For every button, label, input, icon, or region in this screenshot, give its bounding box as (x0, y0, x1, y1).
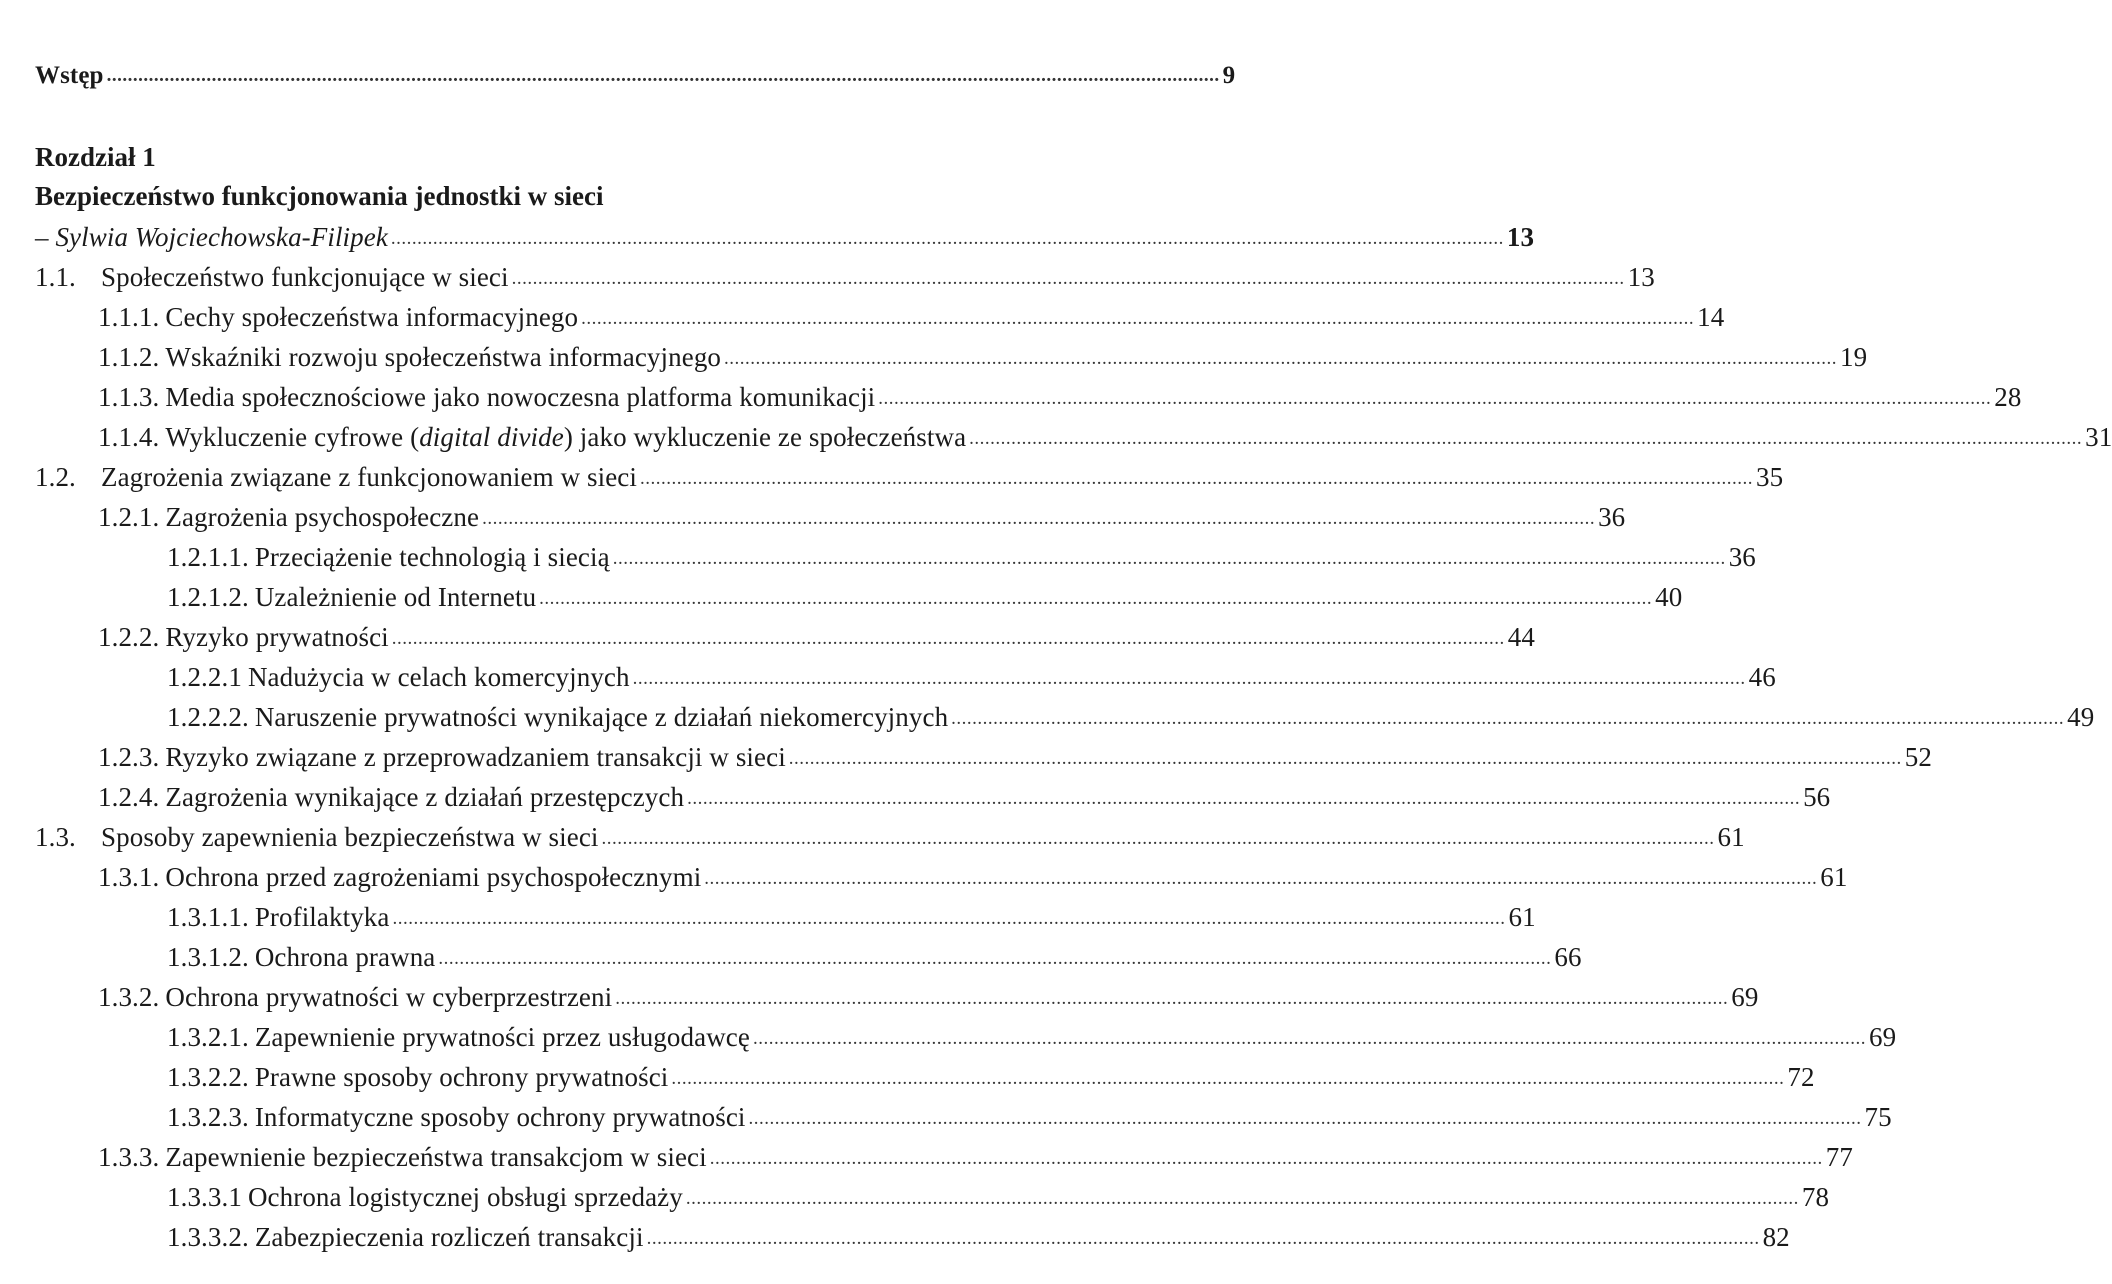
toc-page-number: 36 (1598, 502, 1626, 532)
toc-entry-title: Naruszenie prywatności wynikające z działań niekomercyjnych (254, 702, 949, 732)
toc-entry-title: Media społecznościowe jako nowoczesna platforma komunikacji (165, 382, 876, 412)
toc-entry-number: 1.2.1. (98, 502, 160, 532)
dot-leader: .................................................................................................................................................................................................................... (615, 988, 1729, 1009)
toc-entry-level2[interactable] (98, 862, 1848, 893)
toc-page-number: 9 (1222, 62, 1236, 89)
dot-leader: .................................................................................................................................................................................................................... (612, 548, 1726, 569)
dot-leader: .................................................................................................................................................................................................................... (391, 628, 1505, 649)
toc-entry-title: Informatyczne sposoby ochrony prywatności (254, 1102, 746, 1132)
toc-entry-level3[interactable] (167, 582, 1683, 613)
dot-leader: .................................................................................................................................................................................................................... (438, 948, 1552, 969)
toc-entry-title: Wskaźniki rozwoju społeczeństwa informacyjnego (165, 342, 722, 372)
toc-entry-level1[interactable] (35, 262, 1655, 293)
toc-entry-number: 1.2. (35, 462, 76, 492)
toc-entry-number: 1.2.2. (98, 622, 160, 652)
dot-leader: .................................................................................................................................................................................................................... (390, 228, 1504, 249)
toc-page-number: 13 (1627, 262, 1655, 292)
toc-entry-title: Zapewnienie bezpieczeństwa transakcjom w sieci (165, 1142, 707, 1172)
toc-entry-title: Zagrożenia psychospołeczne (165, 502, 480, 532)
dot-leader: .................................................................................................................................................................................................................... (878, 388, 1992, 409)
toc-page-number: 19 (1840, 342, 1868, 372)
toc-page-number: 46 (1748, 662, 1776, 692)
toc-entry-title: Zapewnienie prywatności przez usługodawcę (254, 1022, 750, 1052)
toc-entry-title: Ryzyko prywatności (165, 622, 389, 652)
toc-entry-level3[interactable] (167, 1222, 1790, 1253)
toc-page-number: 31 (2085, 422, 2112, 452)
toc-entry-level3[interactable] (167, 1022, 1897, 1053)
toc-entry-level2[interactable] (98, 422, 2112, 453)
toc-entry-number: 1.2.1.2. (167, 582, 249, 612)
toc-page-number: 61 (1717, 822, 1745, 852)
toc-entry-title: Profilaktyka (254, 902, 390, 932)
dot-leader: .................................................................................................................................................................................................................... (539, 588, 1653, 609)
toc-entry-title: Społeczeństwo funkcjonujące w sieci (101, 262, 509, 292)
toc-entry-level3[interactable] (167, 942, 1582, 973)
toc-entry-title: Ochrona prawna (254, 942, 436, 972)
toc-entry-title: Prawne sposoby ochrony prywatności (254, 1062, 669, 1092)
toc-page-number: 56 (1803, 782, 1831, 812)
dot-leader: .................................................................................................................................................................................................................... (640, 468, 1753, 489)
toc-entry-level2[interactable] (98, 342, 1868, 373)
toc-entry-title: Ochrona przed zagrożeniami psychospołecznymi (165, 862, 702, 892)
dot-leader: .................................................................................................................................................................................................................... (581, 308, 1695, 329)
toc-entry-level3[interactable] (167, 702, 2095, 733)
toc-entry-number: 1.3.3. (98, 1142, 160, 1172)
toc-page-number: 13 (1506, 222, 1535, 252)
toc-entry-level1[interactable] (35, 822, 1745, 853)
toc-entry-number: 1.3.1.2. (167, 942, 249, 972)
toc-entry-number: 1.3.3.1 (167, 1182, 242, 1212)
toc-page-number: 49 (2067, 702, 2095, 732)
dot-leader: .................................................................................................................................................................................................................... (748, 1108, 1862, 1129)
dot-leader: .................................................................................................................................................................................................................... (646, 1228, 1760, 1249)
toc-page-number: 78 (1801, 1182, 1830, 1212)
toc-entry-title: Sposoby zapewnienia bezpieczeństwa w sieci (101, 822, 599, 852)
toc-entry-number: 1.1.2. (98, 342, 160, 372)
toc-entry-level2[interactable] (98, 622, 1535, 653)
toc-entry-title: Zagrożenia wynikające z działań przestępczych (165, 782, 685, 812)
toc-page-number: 77 (1825, 1142, 1853, 1172)
toc-entry-number: 1.3.2. (98, 982, 160, 1012)
toc-page-number: 69 (1731, 982, 1759, 1012)
toc-entry-number: 1.3.2.2. (167, 1062, 249, 1092)
toc-page-number: 69 (1868, 1022, 1897, 1052)
toc-page-number: 36 (1728, 542, 1756, 572)
toc-entry-intro[interactable] (35, 62, 1236, 90)
toc-entry-number: 1.1.3. (98, 382, 160, 412)
toc-entry-number: 1.1.4. (98, 422, 160, 452)
dot-leader: .................................................................................................................................................................................................................... (951, 708, 2065, 729)
toc-entry-title: Przeciążenie technologią i siecią (254, 542, 610, 572)
toc-entry-title: Ochrona prywatności w cyberprzestrzeni (165, 982, 613, 1012)
toc-entry-level2[interactable] (98, 302, 1725, 333)
toc-entry-number: 1.3.1. (98, 862, 160, 892)
chapter-title: Bezpieczeństwo funkcjonowania jednostki w sieci (35, 181, 604, 211)
toc-entry-level3[interactable] (167, 902, 1536, 933)
dot-leader: .................................................................................................................................................................................................................... (106, 65, 1220, 86)
toc-entry-number: 1.3.3.2. (167, 1222, 249, 1252)
dot-leader: .................................................................................................................................................................................................................... (671, 1068, 1785, 1089)
dot-leader: .................................................................................................................................................................................................................... (632, 668, 1746, 689)
toc-entry-level2[interactable] (98, 742, 1932, 773)
toc-entry-title-prefix: Wykluczenie cyfrowe ( (165, 422, 420, 452)
toc-entry-level3[interactable] (167, 542, 1756, 573)
toc-entry-level1[interactable] (35, 462, 1784, 493)
toc-entry-title: Zagrożenia związane z funkcjonowaniem w sieci (101, 462, 637, 492)
toc-entry-title: Wstęp (35, 62, 104, 89)
dot-leader: .................................................................................................................................................................................................................... (788, 748, 1902, 769)
toc-entry-number: 1.3.2.3. (167, 1102, 249, 1132)
dot-leader: .................................................................................................................................................................................................................... (687, 788, 1801, 809)
dot-leader: .................................................................................................................................................................................................................... (724, 348, 1838, 369)
dot-leader: .................................................................................................................................................................................................................... (511, 268, 1625, 289)
chapter-label: Rozdział 1 (35, 142, 156, 172)
toc-entry-number: 1.2.2.1 (167, 662, 242, 692)
toc-entry-title: Cechy społeczeństwa informacyjnego (165, 302, 579, 332)
toc-entry-level2[interactable] (98, 782, 1831, 813)
dot-leader: .................................................................................................................................................................................................................... (392, 908, 1506, 929)
dot-leader: .................................................................................................................................................................................................................... (704, 868, 1818, 889)
toc-entry-number: 1.3.2.1. (167, 1022, 249, 1052)
toc-page-number: 61 (1508, 902, 1536, 932)
dot-leader: .................................................................................................................................................................................................................... (709, 1148, 1823, 1169)
toc-entry-number: 1.2.1.1. (167, 542, 249, 572)
toc-entry-level2[interactable] (98, 982, 1759, 1013)
toc-entry-number: 1.2.2.2. (167, 702, 249, 732)
toc-entry-title: Ryzyko związane z przeprowadzaniem transakcji w sieci (165, 742, 786, 772)
toc-entry-title-italic: digital divide (419, 422, 564, 452)
toc-page-number: 61 (1820, 862, 1848, 892)
toc-page-number: 72 (1787, 1062, 1815, 1092)
toc-entry-title: Zabezpieczenia rozliczeń transakcji (254, 1222, 644, 1252)
toc-page-number: 82 (1762, 1222, 1790, 1252)
toc-entry-level2[interactable] (98, 1142, 1853, 1173)
toc-page-number: 14 (1697, 302, 1725, 332)
dot-leader: .................................................................................................................................................................................................................... (601, 828, 1715, 849)
toc-entry-level3[interactable] (167, 662, 1776, 693)
toc-entry-number: 1.1. (35, 262, 76, 292)
toc-page-number: 44 (1507, 622, 1535, 652)
toc-entry-level2[interactable] (98, 382, 2022, 413)
toc-page-number: 28 (1994, 382, 2022, 412)
toc-entry-number: 1.2.4. (98, 782, 160, 812)
toc-entry-level2[interactable] (98, 502, 1626, 533)
dot-leader: .................................................................................................................................................................................................................... (969, 428, 2083, 449)
toc-page-number: 40 (1655, 582, 1683, 612)
toc-entry-level3[interactable] (167, 1102, 1892, 1133)
toc-entry-number: 1.3.1.1. (167, 902, 249, 932)
toc-entry-number: 1.2.3. (98, 742, 160, 772)
toc-page-number: 75 (1864, 1102, 1892, 1132)
toc-page-number: 35 (1756, 462, 1784, 492)
toc-entry-title-suffix: ) jako wykluczenie ze społeczeństwa (563, 422, 967, 452)
chapter-author: – Sylwia Wojciechowska-Filipek (35, 222, 388, 252)
toc-entry-chapter-author[interactable] (35, 222, 1535, 253)
dot-leader: .................................................................................................................................................................................................................... (752, 1028, 1866, 1049)
toc-entry-title: Nadużycia w celach komercyjnych (247, 662, 630, 692)
toc-page-number: 66 (1554, 942, 1582, 972)
dot-leader: .................................................................................................................................................................................................................... (482, 508, 1596, 529)
toc-entry-title: Uzależnienie od Internetu (254, 582, 537, 612)
dot-leader: .................................................................................................................................................................................................................... (685, 1188, 1799, 1209)
toc-entry-title: Ochrona logistycznej obsługi sprzedaży (247, 1182, 683, 1212)
toc-entry-number: 1.1.1. (98, 302, 160, 332)
toc-entry-level3[interactable] (167, 1062, 1815, 1093)
toc-entry-number: 1.3. (35, 822, 76, 852)
toc-entry-level3[interactable] (167, 1182, 1830, 1213)
toc-page-number: 52 (1904, 742, 1932, 772)
